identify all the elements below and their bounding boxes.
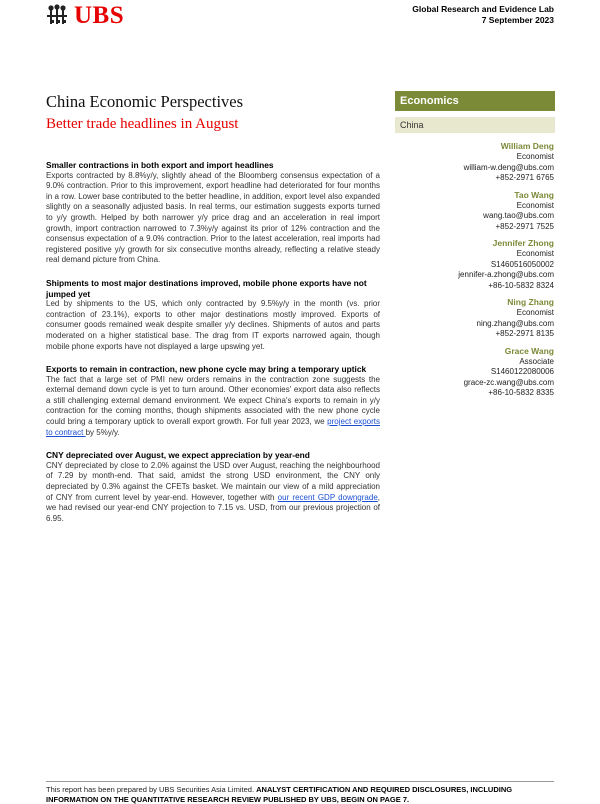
paragraph-text: , we had revised our year-end CNY projection to 7.15 vs. USD, from our previous projection of 6.95.: [46, 492, 380, 523]
analyst-email[interactable]: wang.tao@ubs.com: [483, 211, 554, 220]
analyst-item: [394, 190, 554, 233]
analyst-item: [394, 297, 554, 340]
analyst-license: S1460516050002: [490, 259, 554, 269]
analyst-name: Ning Zhang: [507, 297, 554, 307]
analyst-role: Economist: [516, 308, 554, 317]
section-heading: Shipments to most major destinations improved, mobile phone exports have not jumped yet: [46, 277, 367, 299]
analyst-name: Grace Wang: [504, 345, 554, 356]
analyst-role: Economist: [516, 152, 554, 161]
project-exports-link[interactable]: project exports to contract: [46, 417, 380, 437]
section-heading: CNY depreciated over August, we expect appreciation by year-end: [46, 450, 310, 461]
footer-disclosure: ANALYST CERTIFICATION AND REQUIRED DISCLOSURES, INCLUDING INFORMATION ON THE QUANTITATIVE RESEARCH REVIEW PUBLISHED BY UBS, BEGIN ON PAGE 7.: [46, 785, 513, 804]
footer-text: This report has been prepared by UBS Securities Asia Limited.: [46, 785, 257, 794]
gdp-downgrade-link[interactable]: our recent GDP downgrade: [277, 492, 378, 502]
disclosure-footer: [46, 781, 554, 804]
section: [46, 364, 380, 438]
ubs-keys-icon: [46, 4, 68, 28]
section-paragraph: [46, 461, 380, 525]
report-date: 7 September 2023: [481, 15, 554, 25]
section-heading: Exports to remain in contraction, new phone cycle may bring a temporary uptick: [46, 364, 367, 375]
analyst-email[interactable]: william-w.deng@ubs.com: [463, 162, 554, 172]
analyst-phone: +852-2971 7525: [495, 221, 554, 231]
analyst-name: William Deng: [500, 141, 554, 151]
analyst-license: S1460122080006: [490, 367, 554, 376]
region-label: China: [395, 117, 555, 133]
analyst-phone: +86-10-5832 8324: [488, 280, 554, 290]
sector-label: Economics: [395, 91, 555, 111]
analyst-email[interactable]: ning.zhang@ubs.com: [476, 318, 554, 328]
report-body: [46, 160, 380, 536]
analyst-email[interactable]: grace-zc.wang@ubs.com: [463, 377, 554, 387]
analyst-name: Tao Wang: [514, 189, 554, 200]
paragraph-text: CNY depreciated by close to 2.0% against the USD over August, reaching the neighbourhood of 7.29 by month-end. That said, amidst the strong USD environment, the CNY only depreciated by 0.3% against the CFETs basket. We maintain our view of a mild appreciation of CNY from current level by year-end. However, together with: [46, 460, 380, 502]
report-subtitle: Better trade headlines in August: [46, 116, 239, 132]
report-title: China Economic Perspectives: [46, 92, 244, 111]
section-paragraph: Led by shipments to the US, which only contracted by 9.5%y/y in the month (vs. prior contraction of 23.1%), exports to other major destinations mostly improved. Exports of consumer goods remained weak despite smaller y/y declines. Shipments of autos and parts moderated on a higher statistical base. The drag from IT exports narrowed again, though mobile phone exports have not displayed a large upswing yet.: [46, 299, 380, 351]
publisher: Global Research and Evidence Lab: [412, 4, 554, 14]
analyst-role: Economist: [516, 200, 554, 210]
ubs-logo: [46, 2, 124, 30]
analyst-list: [394, 141, 554, 405]
analyst-item: [394, 346, 554, 399]
paragraph-text: by 5%y/y.: [85, 427, 120, 437]
analyst-phone: +852-2971 8135: [495, 329, 554, 338]
section: [46, 450, 380, 524]
analyst-item: [394, 141, 554, 184]
analyst-phone: +852-2971 6765: [495, 173, 554, 182]
analyst-name: Jennifer Zhong: [492, 238, 554, 248]
analyst-item: [394, 238, 554, 291]
section-heading: Smaller contractions in both export and import headlines: [46, 160, 274, 170]
report-header: [412, 4, 554, 26]
section-paragraph: Exports contracted by 8.8%y/y, slightly ahead of the Bloomberg consensus expectation of a 9.0% contraction. Prior to this improvement, export headline had deteriorated for four months in a row. Lower base contributed to the better headline, in addition, export level also expanded slightly on a seasonally adjusted basis. In real terms, our estimation suggests exports turned to y/y growth. Helped by both narrower y/y price drag and an acceleration in real import growth, import contraction narrowed to 7.3%y/y against its prior of 12% contraction and the consensus expectation of a 9.0% contraction. Prior to the latest acceleration, real imports had registered positive y/y growth for six consecutive months already, reflecting a relative steady real demand picture from China.: [46, 170, 380, 265]
section-paragraph: [46, 375, 380, 439]
logo-text: UBS: [74, 2, 125, 29]
section: [46, 160, 380, 266]
section: [46, 278, 380, 352]
analyst-email[interactable]: jennifer-a.zhong@ubs.com: [458, 270, 554, 279]
analyst-role: Economist: [516, 249, 554, 258]
analyst-role: Associate: [519, 356, 554, 366]
paragraph-text: The fact that a large set of PMI new orders remains in the contraction zone suggests the external demand down cycle is yet to turn around. Other economies' export data also reflects a still challenging external demand environment. We expect China's exports to remain in y/y contraction for the coming months, though shipments associated with the new phone cycle could bring a temporary uptick to overall export growth. For full year 2023, we: [46, 374, 380, 427]
analyst-phone: +86-10-5832 8335: [488, 388, 554, 397]
